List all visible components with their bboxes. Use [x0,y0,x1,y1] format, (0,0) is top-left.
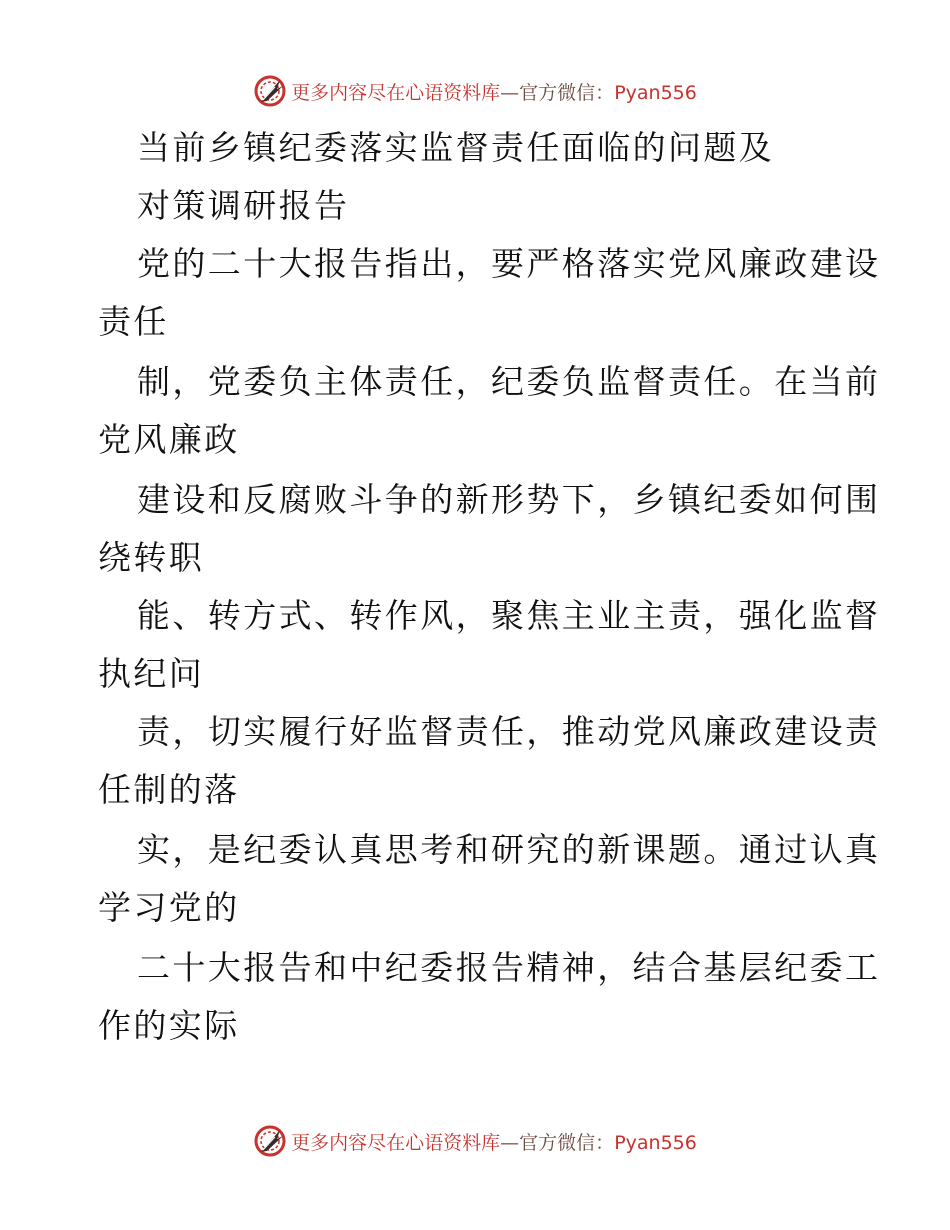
watermark-dash: — [500,81,520,104]
watermark-wechat-id: Pyan556 [614,81,697,104]
watermark-text [291,1128,697,1155]
paragraph-line: 责，切实履行好监督责任，推动党风廉政建设责 [137,712,881,751]
paragraph-line: 制，党委负主体责任，纪委负监督责任。在当前 [137,362,881,401]
watermark-wechat-label: 官方微信： [519,1131,615,1154]
quill-pen-logo-icon [253,74,287,108]
paragraph-line: 责任 [98,302,169,341]
paragraph-line: 能、转方式、转作风，聚焦主业主责，强化监督 [137,596,881,635]
paragraph-line: 绕转职 [98,538,205,577]
paragraph-line: 任制的落 [98,770,240,809]
paragraph-line: 作的实际 [98,1006,240,1045]
footer-watermark [0,1121,950,1161]
paragraph-line: 党风廉政 [98,420,240,459]
paragraph-line: 党的二十大报告指出，要严格落实党风廉政建设 [137,244,881,283]
watermark-site-text: 更多内容尽在心语资料库 [291,81,501,104]
watermark-site-text: 更多内容尽在心语资料库 [291,1131,501,1154]
paragraph-line: 二十大报告和中纪委报告精神，结合基层纪委工 [137,948,881,987]
quill-pen-logo-icon [253,1124,287,1158]
paragraph-line: 执纪问 [98,654,205,693]
paragraph-line: 实，是纪委认真思考和研究的新课题。通过认真 [137,830,881,869]
doc-title-line-1: 当前乡镇纪委落实监督责任面临的问题及 [137,128,775,167]
watermark-text [291,78,697,105]
watermark-wechat-label: 官方微信： [519,81,615,104]
watermark-wechat-id: Pyan556 [614,1131,697,1154]
watermark-dash: — [500,1131,520,1154]
paragraph-line: 学习党的 [98,888,240,927]
paragraph-line: 建设和反腐败斗争的新形势下，乡镇纪委如何围 [137,480,881,519]
header-watermark [0,71,950,111]
doc-title-line-2: 对策调研报告 [137,186,350,225]
